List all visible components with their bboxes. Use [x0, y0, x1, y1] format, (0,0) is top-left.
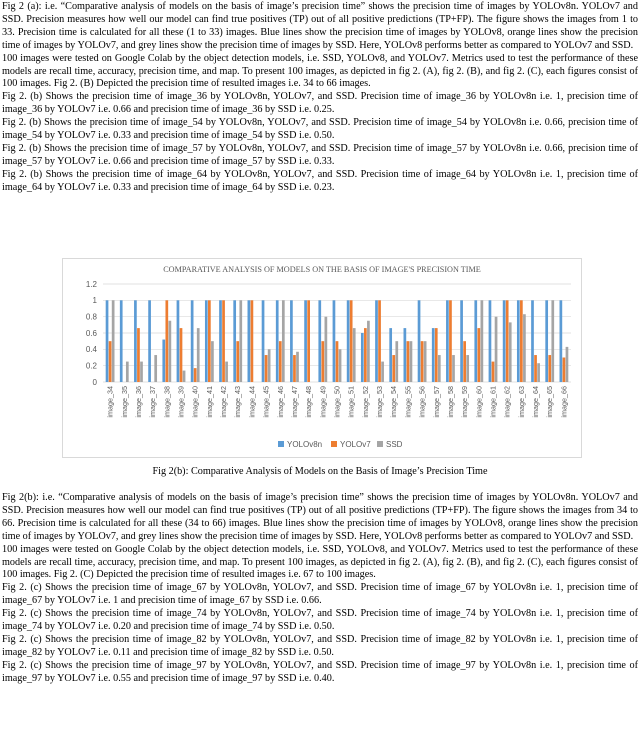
bar-yolov7-image_50	[336, 341, 339, 382]
bar-ssd-image_45	[268, 349, 271, 382]
bottom-paragraph: Fig 2. (c) Shows the precision time of image_74 by YOLOv8n, YOLOv7, and SSD. Precision time of image_74 by YOLOv8n i.e. 1, precision time of image_74 by YOLOv7 i.e. 0.20 and precision time of image_74 by SSD i.e. 0.50.	[2, 608, 638, 633]
x-tick-label: image_55	[403, 386, 413, 418]
bar-yolov7-image_43	[236, 341, 239, 382]
bottom-paragraph: Fig 2(b): i.e. “Comparative analysis of models on the basis of image’s precision time” shows the precision time of images by YOLOv8n. YOLOv7 and SSD. Precision measures how well our model can find true positives (TP) out of all positive predictions (TP+FP). The figure shows the images from 34 to 66. Precision time is calculated for all these (34 to 66) images. Blue lines show the precision time of images by YOLOv8, orange lines show the precision time of images by YOLOv7, and grey lines show the precision time of images by SSD. Here, YOLOv8 performs better as compared to YOLOv7 and SSD.	[2, 492, 638, 542]
bar-yolov7-image_36	[137, 328, 140, 382]
x-tick-label: image_57	[431, 386, 441, 418]
y-tick-label: 0.8	[85, 312, 97, 322]
bar-yolov7-image_40	[194, 368, 197, 382]
bar-ssd-image_62	[509, 322, 512, 382]
bar-yolov8n-image_44	[248, 300, 251, 382]
legend-swatch-ssd	[377, 441, 383, 447]
bar-yolov7-image_45	[265, 355, 268, 382]
bar-yolov7-image_34	[109, 341, 112, 382]
bar-yolov8n-image_66	[560, 300, 563, 382]
bar-ssd-image_56	[424, 341, 427, 382]
x-tick-label: image_54	[389, 386, 399, 418]
bar-yolov8n-image_65	[545, 300, 548, 382]
top-paragraph: 100 images were tested on Google Colab by the object detection models, i.e. SSD, YOLOv8, and YOLOv7. Metrics used to test the performance of these models are recall time, accuracy, precision time, and map. To present 100 images, as depicted in fig 2. (A), fig 2. (B), and fig 2. (C), each figures consist of 100 images. Fig 2. (B) Depicted the precision time of resulted images i.e. 34 to 66 images.	[2, 52, 638, 90]
bar-yolov7-image_60	[477, 328, 480, 382]
bar-yolov7-image_63	[520, 300, 523, 382]
x-tick-label: image_36	[133, 386, 143, 418]
x-tick-label: image_45	[261, 386, 271, 418]
bar-ssd-image_53	[381, 362, 384, 382]
bar-yolov8n-image_55	[404, 328, 407, 382]
x-tick-label: image_34	[105, 386, 115, 418]
x-tick-label: image_53	[375, 386, 385, 418]
bar-yolov7-image_55	[407, 341, 410, 382]
bar-yolov7-image_49	[321, 341, 324, 382]
top-paragraph: Fig 2. (b) Shows the precision time of image_64 by YOLOv8n, YOLOv7, and SSD. Precision time of image_64 by YOLOv8n i.e. 1, precision time of image_64 by YOLOv7 i.e. 0.33 and precision time of image_64 by SSD i.e. 0.23.	[2, 168, 638, 193]
bar-yolov8n-image_54	[389, 328, 392, 382]
bar-ssd-image_40	[197, 328, 200, 382]
bar-yolov7-image_57	[435, 328, 438, 382]
x-tick-label: image_40	[190, 386, 200, 418]
x-tick-label: image_56	[417, 386, 427, 418]
bar-yolov8n-image_43	[233, 300, 236, 382]
x-tick-label: image_66	[559, 386, 569, 418]
bar-yolov8n-image_64	[531, 300, 534, 382]
x-tick-label: image_63	[516, 386, 526, 418]
bar-ssd-image_36	[140, 362, 143, 382]
bar-yolov8n-image_51	[347, 300, 350, 382]
bar-ssd-image_42	[225, 362, 228, 382]
chart-canvas	[63, 259, 581, 457]
x-tick-label: image_41	[204, 386, 214, 418]
bottom-paragraph: Fig 2. (c) Shows the precision time of image_97 by YOLOv8n, YOLOv7, and SSD. Precision time of image_97 by YOLOv8n i.e. 1, precision time of image_97 by YOLOv7 i.e. 0.55 and precision time of image_97 by SSD i.e. 0.40.	[2, 659, 638, 684]
bar-yolov7-image_66	[563, 358, 566, 383]
bar-ssd-image_50	[339, 349, 342, 382]
bar-yolov7-image_52	[364, 328, 367, 382]
bar-ssd-image_65	[551, 300, 554, 382]
y-tick-label: 1	[92, 296, 97, 306]
bar-yolov8n-image_61	[489, 300, 492, 382]
x-tick-label: image_37	[148, 386, 158, 418]
x-tick-label: image_42	[219, 386, 229, 418]
bottom-paragraph: Fig 2. (c) Shows the precision time of image_82 by YOLOv8n, YOLOv7, and SSD. Precision time of image_82 by YOLOv8n i.e. 1, precision time of image_82 by YOLOv7 i.e. 0.11 and precision time of image_82 by SSD i.e. 0.50.	[2, 633, 638, 658]
body-text-bottom	[2, 492, 638, 686]
y-tick-label: 1.2	[85, 279, 97, 289]
bar-yolov7-image_58	[449, 300, 452, 382]
x-tick-label: image_43	[233, 386, 243, 418]
bar-yolov8n-image_63	[517, 300, 520, 382]
bar-yolov8n-image_45	[262, 300, 265, 382]
bar-yolov8n-image_46	[276, 300, 279, 382]
bar-yolov7-image_44	[251, 300, 254, 382]
top-paragraph: Fig 2 (a): i.e. “Comparative analysis of models on the basis of image’s precision time” shows the precision time of images by YOLOv8n. YOLOv7 and SSD. Precision measures how well our model can find true positives (TP) out of all positive predictions (TP+FP). The figure shows the images from 1 to 33. Precision time is calculated for all these (1 to 33) images. Blue lines show the precision time of images by YOLOv8, orange lines show the precision time of images by YOLOv7, and grey lines show the precision time of images by SSD. Here, YOLOv8 performs better as compared to YOLOv7 and SSD.	[2, 1, 638, 51]
bar-ssd-image_63	[523, 314, 526, 382]
bar-yolov8n-image_52	[361, 333, 364, 382]
bar-ssd-image_46	[282, 300, 285, 382]
bar-yolov7-image_53	[378, 300, 381, 382]
bar-ssd-image_54	[395, 341, 398, 382]
bar-yolov8n-image_53	[375, 300, 378, 382]
bar-yolov7-image_65	[548, 355, 551, 382]
bar-yolov7-image_46	[279, 341, 282, 382]
x-tick-label: image_62	[502, 386, 512, 418]
bar-yolov8n-image_49	[318, 300, 321, 382]
x-tick-label: image_48	[304, 386, 314, 418]
legend-label-ssd: SSD	[386, 440, 403, 449]
bar-ssd-image_51	[353, 328, 356, 382]
bar-ssd-image_57	[438, 355, 441, 382]
bar-ssd-image_55	[410, 341, 413, 382]
x-tick-label: image_47	[289, 386, 299, 418]
x-tick-label: image_60	[474, 386, 484, 418]
x-tick-label: image_51	[346, 386, 356, 418]
bar-ssd-image_59	[466, 355, 469, 382]
bar-yolov8n-image_48	[304, 300, 307, 382]
x-tick-label: image_38	[162, 386, 172, 418]
bar-yolov8n-image_35	[120, 300, 123, 382]
bar-yolov7-image_59	[463, 341, 466, 382]
legend-label-yolov7: YOLOv7	[340, 440, 371, 449]
bar-ssd-image_66	[566, 347, 569, 382]
bar-ssd-image_39	[183, 371, 186, 382]
x-tick-label: image_59	[460, 386, 470, 418]
bar-yolov7-image_61	[492, 362, 495, 382]
bar-yolov7-image_56	[421, 341, 424, 382]
bar-ssd-image_61	[495, 317, 498, 382]
bottom-paragraph: Fig 2. (c) Shows the precision time of image_67 by YOLOv8n, YOLOv7, and SSD. Precision time of image_67 by YOLOv8n i.e. 1, precision time of image_67 by YOLOv7 i.e. 1 and precision time of image_67 by SSD i.e. 0.66.	[2, 582, 638, 607]
bar-yolov8n-image_59	[460, 300, 463, 382]
bar-yolov7-image_51	[350, 300, 353, 382]
legend-swatch-yolov7	[331, 441, 337, 447]
bar-ssd-image_43	[239, 300, 242, 382]
x-tick-label: image_46	[275, 386, 285, 418]
bar-yolov7-image_39	[180, 328, 183, 382]
bar-yolov7-image_64	[534, 355, 537, 382]
bar-yolov8n-image_37	[148, 300, 151, 382]
body-text-top	[2, 1, 638, 195]
bar-yolov8n-image_34	[106, 300, 109, 382]
x-tick-label: image_49	[318, 386, 328, 418]
bar-yolov8n-image_47	[290, 300, 293, 382]
bar-yolov8n-image_39	[177, 300, 180, 382]
bottom-paragraph: 100 images were tested on Google Colab by the object detection models, i.e. SSD, YOLOv8, and YOLOv7. Metrics used to test the performance of these models are recall time, accuracy, precision time, and map. To present 100 images, as depicted in fig 2. (A), fig 2. (B), and fig 2. (C), each figures consist of 100 images. Fig 2. (C) Depicted the precision time of resulted images i.e. 67 to 100 images.	[2, 543, 638, 581]
bar-yolov8n-image_56	[418, 300, 421, 382]
x-tick-label: image_64	[531, 386, 541, 418]
bar-yolov8n-image_40	[191, 300, 194, 382]
legend-label-yolov8n: YOLOv8n	[287, 440, 323, 449]
bar-ssd-image_35	[126, 362, 129, 382]
chart-title: COMPARATIVE ANALYSIS OF MODELS ON THE BASIS OF IMAGE'S PRECISION TIME	[163, 265, 481, 274]
y-tick-label: 0.2	[85, 361, 97, 371]
bar-ssd-image_41	[211, 341, 214, 382]
precision-time-chart	[62, 258, 582, 458]
figure-caption: Fig 2(b): Comparative Analysis of Models on the Basis of Image’s Precision Time	[152, 466, 488, 477]
y-tick-label: 0.6	[85, 328, 97, 338]
bar-ssd-image_58	[452, 355, 455, 382]
x-tick-label: image_50	[332, 386, 342, 418]
bar-yolov8n-image_36	[134, 300, 137, 382]
bar-yolov7-image_38	[165, 300, 168, 382]
x-tick-label: image_61	[488, 386, 498, 418]
bar-yolov8n-image_58	[446, 300, 449, 382]
bar-yolov8n-image_38	[162, 340, 165, 382]
legend-swatch-yolov8n	[278, 441, 284, 447]
top-paragraph: Fig 2. (b) Shows the precision time of image_54 by YOLOv8n, YOLOv7, and SSD. Precision time of image_54 by YOLOv8n i.e. 0.66, precision time of image_54 by YOLOv7 i.e. 0.33 and precision time of image_54 by SSD i.e. 0.50.	[2, 117, 638, 142]
bar-ssd-image_37	[154, 355, 157, 382]
bar-ssd-image_34	[112, 300, 115, 382]
bar-yolov8n-image_50	[333, 300, 336, 382]
x-tick-label: image_65	[545, 386, 555, 418]
bar-ssd-image_49	[325, 317, 328, 382]
bar-yolov8n-image_62	[503, 300, 506, 382]
bar-yolov7-image_62	[506, 300, 509, 382]
bar-yolov8n-image_60	[474, 300, 477, 382]
top-paragraph: Fig 2. (b) Shows the precision time of image_57 by YOLOv8n, YOLOv7, and SSD. Precision time of image_57 by YOLOv8n i.e. 0.66, precision time of image_57 by YOLOv7 i.e. 0.66 and precision time of image_57 by SSD i.e. 0.33.	[2, 142, 638, 167]
bar-yolov7-image_54	[392, 355, 395, 382]
bar-yolov7-image_41	[208, 300, 211, 382]
bar-yolov8n-image_42	[219, 300, 222, 382]
x-tick-label: image_58	[445, 386, 455, 418]
bar-ssd-image_47	[296, 352, 299, 382]
bar-yolov7-image_47	[293, 355, 296, 382]
bar-ssd-image_52	[367, 321, 370, 382]
bar-ssd-image_60	[481, 300, 484, 382]
bar-ssd-image_64	[537, 363, 540, 382]
bar-ssd-image_38	[169, 321, 172, 382]
bar-yolov8n-image_57	[432, 328, 435, 382]
x-tick-label: image_39	[176, 386, 186, 418]
top-paragraph: Fig 2. (b) Shows the precision time of image_36 by YOLOv8n, YOLOv7, and SSD. Precision time of image_36 by YOLOv8n i.e. 1, precision time of image_36 by YOLOv7 i.e. 0.66 and precision time of image_36 by SSD i.e. 0.25.	[2, 91, 638, 116]
bar-yolov8n-image_41	[205, 300, 208, 382]
x-tick-label: image_44	[247, 386, 257, 418]
x-tick-label: image_52	[360, 386, 370, 418]
bar-yolov7-image_42	[222, 300, 225, 382]
y-tick-label: 0.4	[85, 345, 97, 355]
x-tick-label: image_35	[119, 386, 129, 418]
bar-yolov7-image_48	[307, 300, 310, 382]
y-tick-label: 0	[92, 377, 97, 387]
